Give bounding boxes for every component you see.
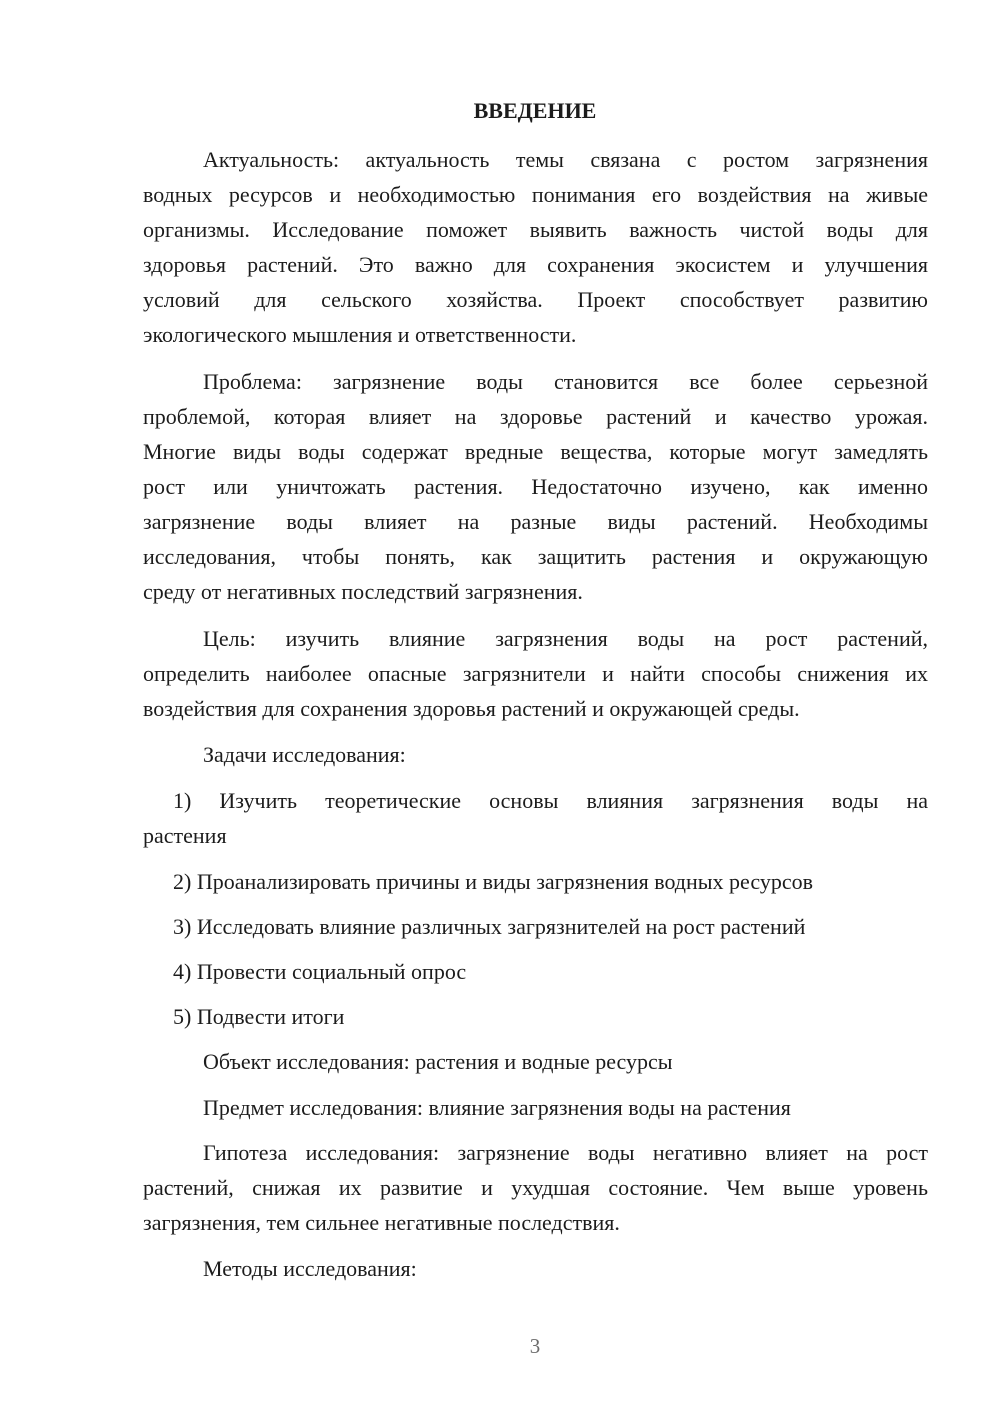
- task-item-5: 5) Подвести итоги: [173, 1004, 345, 1029]
- page-title: ВВЕДЕНИЕ: [473, 98, 597, 123]
- hypothesis-paragraph: Гипотеза исследования: загрязнение воды негативно влияет на рост растений, снижая их развитие и ухудшая состояние. Чем выше уровень загрязнения, тем сильнее негативные последствия.: [143, 1140, 928, 1235]
- task-item-3: 3) Исследовать влияние различных загрязнителей на рост растений: [173, 914, 806, 939]
- page-number: 3: [529, 1334, 541, 1358]
- task-item-2: 2) Проанализировать причины и виды загрязнения водных ресурсов: [173, 869, 813, 894]
- methods-title: Методы исследования:: [203, 1256, 417, 1281]
- task-item-4: 4) Провести социальный опрос: [173, 959, 467, 984]
- goal-paragraph: Цель: изучить влияние загрязнения воды на рост растений, определить наиболее опасные загрязнители и найти способы снижения их воздействия для сохранения здоровья растений и окружающей среды.: [143, 626, 928, 721]
- task-item-1: 1) Изучить теоретические основы влияния загрязнения воды на растения: [143, 788, 928, 848]
- problem-paragraph: Проблема: загрязнение воды становится все более серьезной проблемой, которая влияет на здоровье растений и качество урожая. Многие виды воды содержат вредные вещества, которые могут замедлять рост или уничтожать растения. Недостаточно изучено, как именно загрязнение воды влияет на разные виды растений. Необходимы исследования, чтобы понять, как защитить растения и окружающую среду от негативных последствий загрязнения.: [143, 369, 928, 604]
- object-paragraph: Объект исследования: растения и водные ресурсы: [203, 1049, 673, 1074]
- relevance-paragraph: Актуальность: актуальность темы связана с ростом загрязнения водных ресурсов и необходимостью понимания его воздействия на живые организмы. Исследование поможет выявить важность чистой воды для здоровья растений. Это важно для сохранения экосистем и улучшения условий для сельского хозяйства. Проект способствует развитию экологического мышления и ответственности.: [143, 147, 928, 347]
- tasks-title: Задачи исследования:: [203, 742, 406, 767]
- subject-paragraph: Предмет исследования: влияние загрязнения воды на растения: [203, 1095, 791, 1120]
